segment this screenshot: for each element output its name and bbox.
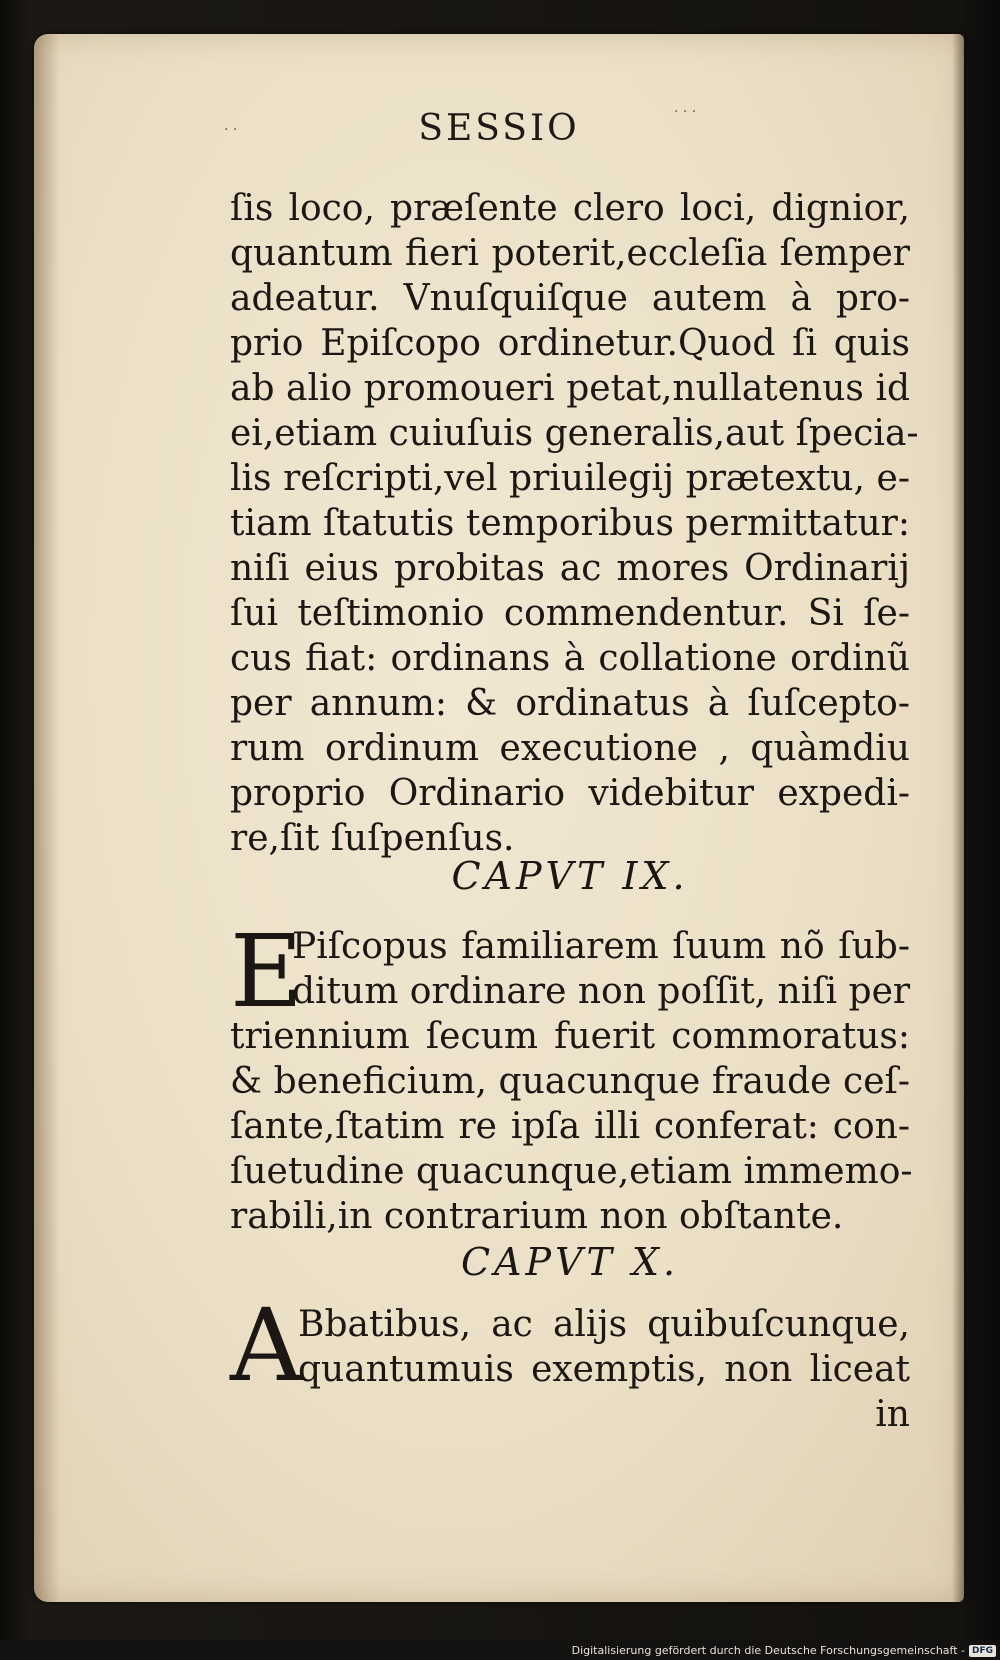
ink-specks: · · — [224, 122, 238, 138]
text-line: ſis loco, præſente clero loci, dignior, — [230, 188, 910, 229]
text-line: quantumuis exemptis, non liceat — [298, 1349, 910, 1390]
chapter-heading-x: CAPVT X. — [460, 1240, 680, 1284]
drop-cap-a: A — [230, 1287, 303, 1404]
ink-specks: · · · — [674, 104, 697, 120]
text-line: per annum: & ordinatus à ſuſcepto- — [230, 683, 910, 724]
text-line: & beneficium, quacunque fraude ceſ- — [230, 1061, 910, 1102]
text-line: Bbatibus, ac alijs quibuſcunque, — [298, 1304, 910, 1345]
text-line: proprio Ordinario videbitur expedi- — [230, 773, 910, 814]
text-line: rabili,in contrarium non obſtante. — [230, 1196, 844, 1237]
text-line: lis reſcripti,vel priuilegij prætextu, e- — [230, 458, 910, 499]
drop-cap-e: E — [230, 913, 303, 1030]
chapter-ix-text — [230, 913, 913, 1239]
text-line: tiam ſtatutis temporibus permittatur: — [230, 503, 910, 544]
text-line: triennium ſecum fuerit commoratus: — [230, 1016, 910, 1057]
text-line: Piſcopus familiarem ſuum nõ ſub- — [292, 926, 910, 967]
text-line: ſui teſtimonio commendentur. Si ſe- — [230, 593, 910, 634]
funding-caption — [572, 1644, 996, 1657]
catchword: in — [875, 1394, 910, 1435]
text-line: ab alio promoueri petat,nullatenus id — [230, 368, 910, 409]
page-header: SESSIO — [418, 108, 580, 149]
text-line: ſante,ſtatim re ipſa illi conferat: con- — [230, 1106, 910, 1147]
paragraph-continued — [230, 186, 919, 861]
book-page — [34, 34, 964, 1602]
text-line: ſuetudine quacunque,etiam immemo- — [230, 1151, 913, 1192]
chapter-heading-ix: CAPVT IX. — [451, 854, 689, 898]
text-line: niſi eius probitas ac mores Ordinarij — [230, 548, 910, 589]
text-line: cus fiat: ordinans à collatione ordinũ — [230, 638, 910, 679]
text-line: quantum fieri poterit,eccleſia ſemper — [230, 233, 910, 274]
text-line: ei,etiam cuiuſuis generalis,aut ſpecia- — [230, 413, 919, 454]
text-line: ditum ordinare non poſſit, niſi per — [292, 971, 911, 1012]
funding-note: Digitalisierung gefördert durch die Deutsche Forschungsgemeinschaft - — [571, 1644, 965, 1657]
chapter-x-text — [230, 1302, 910, 1437]
text-line: prio Epiſcopo ordinetur.Quod ſi quis — [230, 323, 910, 364]
text-line: rum ordinum executione , quàmdiu — [230, 728, 910, 769]
text-line: adeatur. Vnuſquiſque autem à pro- — [230, 278, 910, 319]
dfg-logo-icon: DFG — [969, 1645, 996, 1657]
text-line: re,ſit ſuſpenſus. — [230, 818, 515, 859]
